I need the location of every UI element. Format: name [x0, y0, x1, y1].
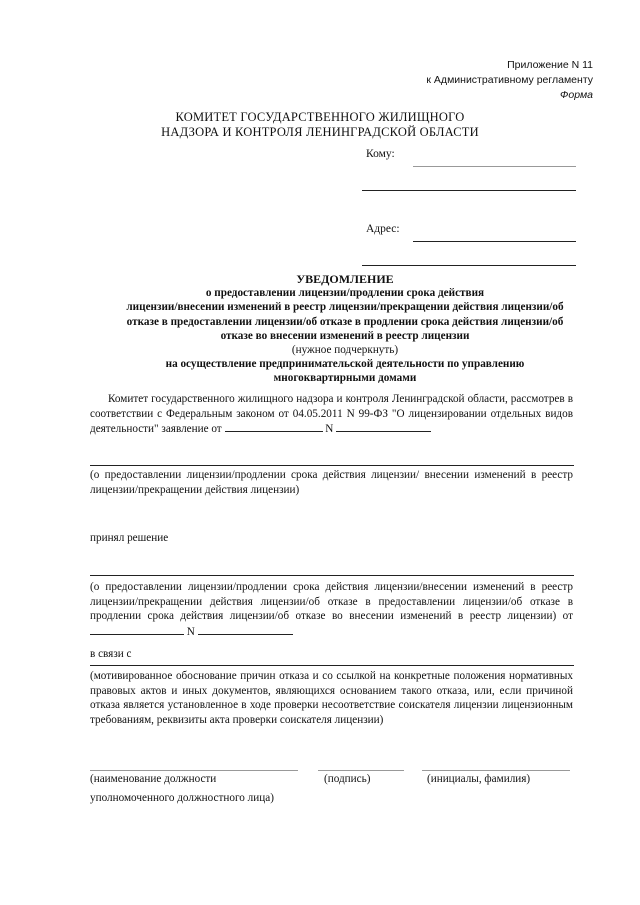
decision-date-field[interactable] [90, 624, 184, 635]
position-caption-line1: (наименование должности [90, 773, 217, 785]
intro-number-sign: N [325, 423, 334, 436]
application-type-caption: (о предоставлении лицензии/продлении срока действия лицензии/ внесении изменений в реестр лицензии/прекращении действия лицензии) [90, 469, 573, 496]
notice-heading: УВЕДОМЛЕНИЕ [296, 272, 394, 286]
notice-subject-line4: отказе во внесении изменений в реестр лицензии [220, 329, 470, 342]
address-field-line2[interactable] [362, 265, 576, 266]
appendix-form-label: Форма [560, 89, 593, 101]
position-caption-line2: уполномоченного должностного лица) [90, 791, 274, 804]
notice-subject-line1: о предоставлении лицензии/продлении срока действия [205, 287, 485, 300]
decision-label: принял решение [90, 532, 169, 544]
name-caption: (инициалы, фамилия) [427, 773, 531, 785]
decision-caption-text: (о предоставлении лицензии/продлении срока действия лицензии/внесении изменений в реестр лицензии/прекращении действия лицензии/об отказе в предоставлении лицензии/об отказе в продлении срока действия лицензии/об отказе во внесении изменений в реестр лицензии) от [90, 581, 573, 623]
to-field-line2[interactable] [362, 190, 576, 191]
to-label: Кому: [366, 148, 395, 160]
appendix-regulation: к Административному регламенту [426, 74, 593, 86]
decision-number-sign: N [186, 625, 195, 638]
application-number-field[interactable] [336, 421, 431, 432]
notice-subject-line2: лицензии/внесении изменений в реестр лицензии/прекращении действия лицензии/об [126, 301, 564, 314]
committee-name-line1: КОМИТЕТ ГОСУДАРСТВЕННОГО ЖИЛИЩНОГО [175, 110, 465, 124]
decision-number-field[interactable] [198, 624, 293, 635]
name-field[interactable] [422, 770, 570, 771]
signature-caption: (подпись) [324, 773, 371, 785]
position-caption [90, 772, 274, 805]
reason-label: в связи с [90, 648, 132, 660]
signature-field[interactable] [318, 770, 404, 771]
appendix-header [426, 58, 593, 103]
address-label: Адрес: [366, 223, 400, 235]
notice-activity-line2: многоквартирными домами [273, 372, 417, 385]
to-field-line1[interactable] [413, 166, 576, 167]
application-type-field[interactable] [90, 465, 574, 466]
position-field[interactable] [90, 770, 298, 771]
application-date-field[interactable] [225, 421, 323, 432]
address-field-line1[interactable] [413, 241, 576, 242]
notice-subject-line3: отказе в предоставлении лицензии/об отказе в продлении срока действия лицензии/об [126, 315, 564, 328]
decision-field[interactable] [90, 575, 574, 576]
reason-field[interactable] [90, 665, 574, 666]
intro-text: Комитет государственного жилищного надзора и контроля Ленинградской области, рассмотрев в соответствии с Федеральным законом от 04.05.2011 N 99-ФЗ "О лицензировании отдельных видов деятельности" заявление от [90, 393, 573, 436]
committee-name [0, 110, 640, 140]
decision-caption [90, 580, 573, 639]
reason-caption: (мотивированное обоснование причин отказа и со ссылкой на конкретные положения нормативных правовых актов и иных документов, являющихся основанием такого отказа, или, если причиной отказа является установленное в ходе проверки несоответствие соискателя лицензии лицензионным требованиям, реквизиты акта проверки соискателя лицензии) [90, 670, 573, 726]
appendix-number: Приложение N 11 [507, 59, 593, 71]
notice-activity-line1: на осуществление предпринимательской деятельности по управлению [165, 358, 525, 371]
committee-name-line2: НАДЗОРА И КОНТРОЛЯ ЛЕНИНГРАДСКОЙ ОБЛАСТИ [161, 125, 479, 139]
notice-underline-note: (нужное подчеркнуть) [291, 344, 399, 357]
intro-paragraph [90, 392, 573, 437]
notice-title [50, 272, 640, 386]
